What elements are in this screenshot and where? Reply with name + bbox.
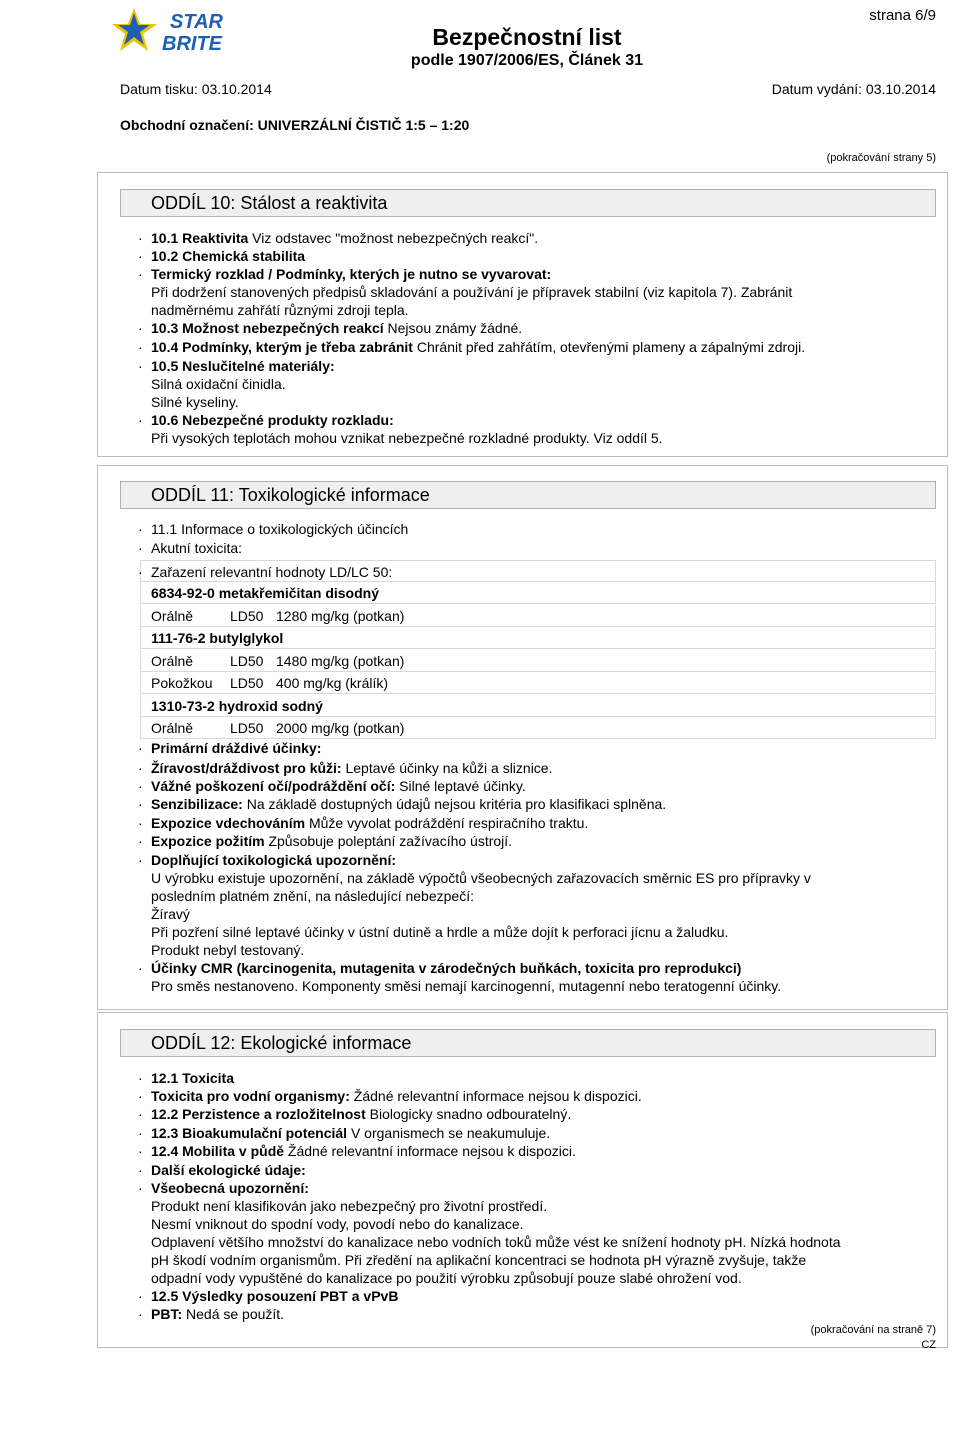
s10-line: · 10.4 Podmínky, kterým je třeba zabránit Chránit před zahřátím, otevřenými plameny a zápalnými zdroji. (138, 339, 806, 355)
tox-substance: 111-76-2 butylglykol (151, 630, 284, 646)
tox-value-row (140, 672, 936, 694)
tox-type: LD50 (230, 652, 264, 669)
s11-line: U výrobku existuje upozornění, na základě výpočtů všeobecných zařazovacích směrnic ES pro přípravky v (151, 870, 811, 886)
s10-line: Při dodržení stanovených předpisů skladování a používání je přípravek stabilní (viz kapitola 7). Zabránit (151, 284, 793, 300)
s10-line: · 10.5 Neslučitelné materiály: (138, 358, 335, 374)
s10-line: · Termický rozklad / Podmínky, kterých je nutno se vyvarovat: (138, 266, 552, 282)
continuation-next: (pokračování na straně 7) (810, 1324, 936, 1336)
section-10-title: ODDÍL 10: Stálost a reaktivita (120, 189, 936, 217)
tox-type: LD50 (230, 720, 264, 736)
s10-line: · 10.1 Reaktivita Viz odstavec "možnost nebezpečných reakcí". (138, 230, 539, 246)
tox-substance-row (140, 582, 936, 604)
tox-route: Pokožkou (151, 675, 213, 691)
s12-line: · PBT: Nedá se použít. (138, 1306, 285, 1322)
tox-type: LD50 (230, 675, 264, 691)
s11-line: · Senzibilizace: Na základě dostupných údajů nejsou kritéria pro klasifikaci splněna. (138, 796, 667, 812)
tox-value: 1480 mg/kg (potkan) (276, 652, 405, 669)
s12-line: · 12.4 Mobilita v půdě Žádné relevantní informace nejsou k dispozici. (138, 1143, 576, 1159)
s12-line: Odplavení většího množství do kanalizace nebo vodních toků může vést ke snížení hodnoty pH. Nízká hodnota (151, 1234, 841, 1250)
s12-line: odpadní vody vypuštěné do kanalizace po použití výrobku způsobují pouze slabé ohrožení vod. (151, 1270, 742, 1286)
s10-line: nadměrnému zahřátí různými zdroji tepla. (151, 302, 409, 318)
s12-line: · Toxicita pro vodní organismy: Žádné relevantní informace nejsou k dispozici. (138, 1088, 642, 1104)
s12-line: pH škodí vodním organismům. Při zředění na aplikační koncentraci se hodnota pH výrazně zvyšuje, takže (151, 1252, 807, 1268)
issue-date: Datum vydání: 03.10.2014 (771, 81, 936, 97)
tox-type: LD50 (230, 607, 264, 624)
s11-line: · Expozice vdechováním Může vyvolat podráždění respiračního traktu. (138, 815, 589, 831)
s12-line: · Další ekologické údaje: (138, 1162, 306, 1178)
s12-line: · 12.3 Bioakumulační potenciál V organismech se neakumuluje. (138, 1125, 551, 1141)
trade-name: Obchodní označení: UNIVERZÁLNÍ ČISTIČ 1:5 – 1:20 (120, 117, 470, 133)
s11-line: · Akutní toxicita: (138, 540, 243, 556)
country-code: CZ (921, 1339, 936, 1351)
s12-line: · 12.2 Perzistence a rozložitelnost Biologicky snadno odbouratelný. (138, 1106, 572, 1122)
s10-line: Silné kyseliny. (151, 394, 239, 410)
s12-line: · 12.5 Výsledky posouzení PBT a vPvB (138, 1288, 399, 1304)
tox-substance-row (140, 627, 936, 649)
document-title: Bezpečnostní list (432, 24, 622, 50)
tox-value-row (140, 605, 936, 627)
logo-text-star: STAR (170, 11, 223, 33)
s11-line: · 11.1 Informace o toxikologických účincích (138, 521, 409, 537)
s11-line: Žíravý (151, 906, 190, 922)
section-12-title: ODDÍL 12: Ekologické informace (120, 1029, 936, 1057)
s11-line: posledním platném znění, na následující nebezpečí: (151, 888, 474, 904)
document-subtitle: podle 1907/2006/ES, Článek 31 (410, 52, 644, 69)
s12-line: · Všeobecná upozornění: (138, 1180, 309, 1196)
tox-table-header: · Zařazení relevantní hodnoty LD/LC 50: (140, 560, 936, 582)
tox-value: 1280 mg/kg (potkan) (276, 607, 405, 624)
s11-line: · Primární dráždivé účinky: (138, 740, 322, 756)
s11-line: Produkt nebyl testovaný. (151, 942, 305, 958)
tox-substance: 6834-92-0 metakřemičitan disodný (151, 585, 379, 601)
tox-value: 400 mg/kg (králík) (276, 675, 389, 691)
section-11-title: ODDÍL 11: Toxikologické informace (120, 481, 936, 509)
tox-substance: 1310-73-2 hydroxid sodný (151, 697, 323, 714)
s12-line: Produkt není klasifikován jako nebezpečný pro životní prostředí. (151, 1198, 548, 1214)
page-number: strana 6/9 (869, 7, 936, 24)
continuation-previous: (pokračování strany 5) (826, 152, 936, 164)
tox-route: Orálně (151, 652, 194, 669)
tox-route: Orálně (151, 607, 194, 624)
tox-value-row (140, 650, 936, 672)
s10-line: Při vysokých teplotách mohou vznikat nebezpečné rozkladné produkty. Viz oddíl 5. (151, 430, 663, 446)
s11-line: · Účinky CMR (karcinogenita, mutagenita v zárodečných buňkách, toxicita pro reprodukci) (138, 960, 742, 976)
tox-value-row (140, 717, 936, 739)
print-date: Datum tisku: 03.10.2014 (120, 81, 272, 97)
logo-text-brite: BRITE (162, 33, 222, 55)
s11-line: · Doplňující toxikologická upozornění: (138, 852, 397, 868)
s11-line: · Žíravost/dráždivost pro kůži: Leptavé účinky na kůži a sliznice. (138, 760, 553, 776)
s11-line: · Expozice požitím Způsobuje poleptání zažívacího ústrojí. (138, 833, 513, 849)
s11-line: Pro směs nestanoveno. Komponenty směsi nemají karcinogenní, mutagenní nebo teratogenní účinky. (151, 978, 782, 994)
tox-substance-row (140, 695, 936, 717)
s10-line: · 10.3 Možnost nebezpečných reakcí Nejsou známy žádné. (138, 320, 523, 336)
tox-route: Orálně (151, 720, 194, 736)
s10-line: Silná oxidační činidla. (151, 376, 286, 392)
s11-line: Při pozření silné leptavé účinky v ústní dutině a hrdle a může dojít k perforaci jícnu a žaludku. (151, 924, 729, 940)
s12-line: Nesmí vniknout do spodní vody, povodí nebo do kanalizace. (151, 1216, 524, 1232)
s10-line: · 10.6 Nebezpečné produkty rozkladu: (138, 412, 394, 428)
tox-value: 2000 mg/kg (potkan) (276, 720, 405, 736)
s10-line: · 10.2 Chemická stabilita (138, 248, 306, 264)
s12-line: · 12.1 Toxicita (138, 1070, 235, 1086)
s11-line: · Vážné poškození očí/podráždění očí: Silné leptavé účinky. (138, 778, 526, 794)
